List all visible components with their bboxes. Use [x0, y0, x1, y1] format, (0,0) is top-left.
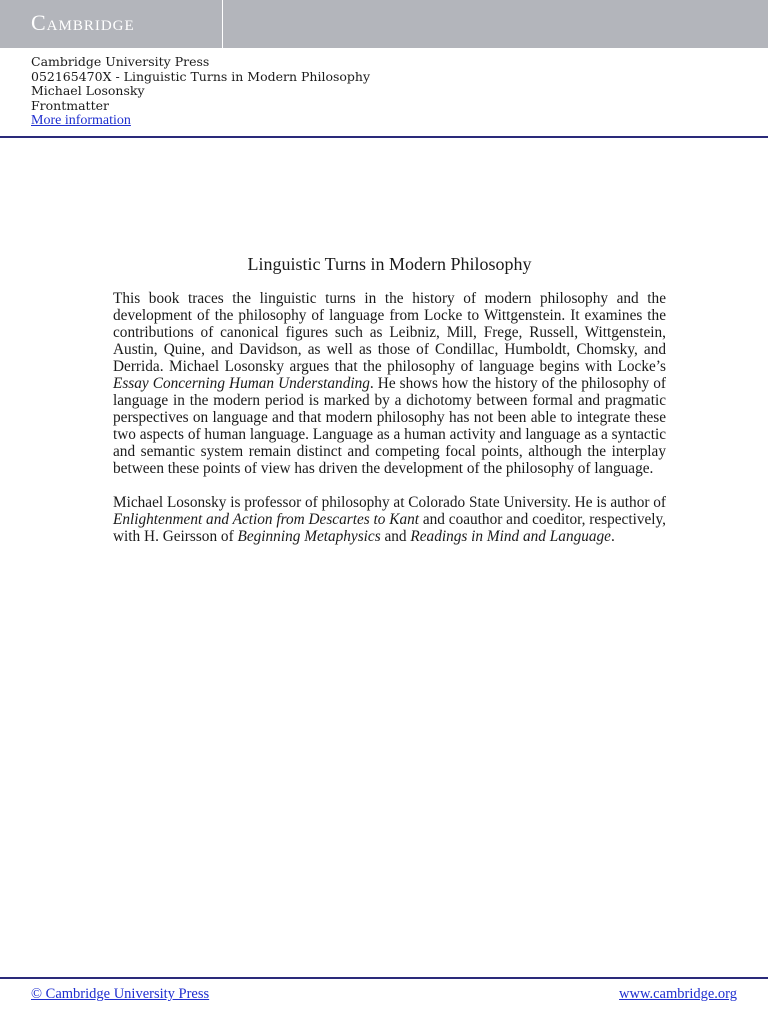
bio-text-2: and coauthor and coeditor, respectively, with H. Geirsson of	[113, 511, 666, 545]
description-text-2: . He shows how the history of the philosophy of language in the modern period is marked by a dichotomy between formal and pragmatic perspectives on language and that modern philosophy has not been able to integrate these two aspects of human language. Language as a human activity and language as a syntactic and semantic system remain distinct and competing focal points, although the interplay between these points of view has driven the development of the philosophy of language.	[113, 375, 666, 477]
publisher-line: Cambridge University Press	[31, 54, 210, 69]
cambridge-logo: Cambridge	[31, 10, 135, 35]
section-line: Frontmatter	[31, 97, 109, 113]
website-link[interactable]: www.cambridge.org	[619, 986, 737, 1002]
copyright-link[interactable]: © Cambridge University Press	[31, 986, 210, 1002]
description-text-1: This book traces the linguistic turns in the history of modern philosophy and the development of the philosophy of language from Locke to Wittgenstein. It examines the contributions of canonical figures such as Leibniz, Mill, Frege, Russell, Wittgenstein, Austin, Quine, and Davidson, as well as those of Condillac, Humboldt, Chomsky, and Derrida. Michael Losonsky argues that the philosophy of language begins with Locke’s	[113, 290, 666, 375]
more-information-link[interactable]: More information	[31, 113, 131, 128]
page-title: Linguistic Turns in Modern Philosophy	[247, 254, 532, 274]
bio-text-1: Michael Losonsky is professor of philosophy at Colorado State University. He is author of	[113, 494, 667, 511]
top-banner	[0, 0, 768, 48]
book-description	[113, 290, 666, 477]
banner-divider	[222, 0, 223, 48]
isbn-title-line: 052165470X - Linguistic Turns in Modern Philosophy	[31, 68, 371, 84]
footer-rule	[0, 977, 768, 979]
bio-text-3: and	[380, 528, 411, 545]
header-rule	[0, 136, 768, 138]
author-line: Michael Losonsky	[31, 83, 145, 98]
header-metadata	[31, 55, 370, 129]
body-text	[113, 290, 666, 562]
author-bio	[113, 494, 666, 545]
bio-italic-title-3: Readings in Mind and Language	[410, 528, 611, 545]
bio-text-4: .	[610, 528, 615, 545]
description-italic-title: Essay Concerning Human Understanding	[113, 375, 370, 392]
bio-italic-title-1: Enlightenment and Action from Descartes to Kant	[113, 511, 420, 528]
bio-italic-title-2: Beginning Metaphysics	[237, 528, 381, 545]
